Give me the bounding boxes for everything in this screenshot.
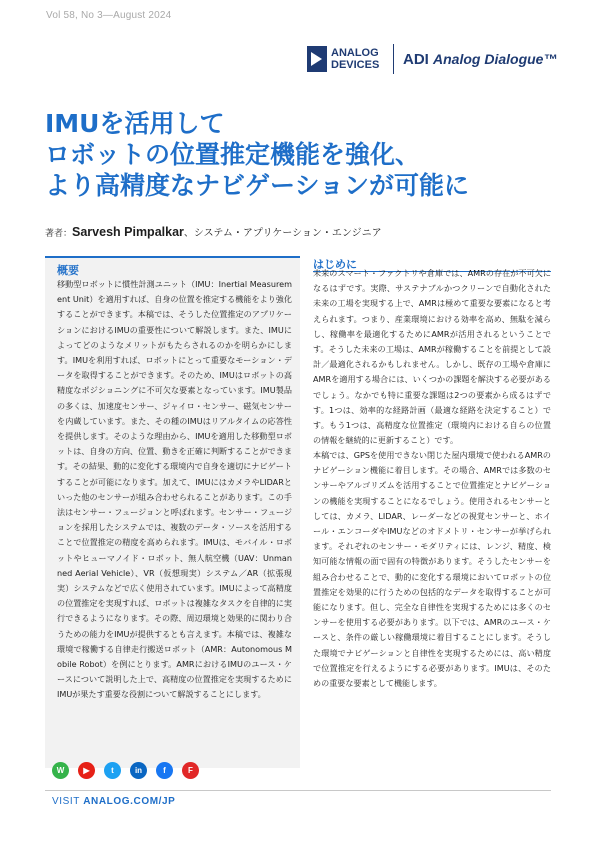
brand-line-1: ANALOG [331, 47, 379, 59]
analog-dialogue-logo[interactable] [403, 51, 557, 68]
author-line [45, 224, 382, 239]
abstract-box [45, 256, 300, 768]
footer-rule [45, 790, 551, 791]
title-line: IMUを活用して [45, 109, 225, 138]
intro-paragraph: 本稿では、GPSを使用できない閉じた屋内環境で使われるAMRのナビゲーション機能に着目します。その場合、AMRでは多数のセンサーやアルゴリズムを活用することで位置推定とナビゲーションの機能を実現することになるでしょう。使用されるセンサーとしては、カメラ、LIDAR、レーダーなどの視覚センサーと、ホイール・エンコーダやIMUなどのオドメトリ・センサーが挙げられます。それぞれのセンサー・モダリティには、レンジ、精度、検知可能な情報の面で固有の特徴があります。そうしたセンサーを組み合わせることで、動的に変化する環境においてロボットの位置推定を効果的に行うための包括的なデータを取得することが可能になります。但し、完全な自律性を実現するためには多くのセンサーを使用する必要があります。以下では、AMRのユース・ケースと、条件の厳しい稼働環境に着目することにします。そうした環境でナビゲーションと自律性を実現するためには、高い精度で位置推定を行えるようにする必要があります。IMUは、そのための重要な要素として機能します。 [313, 450, 551, 689]
abstract-text: 移動型ロボットに慣性計測ユニット（IMU：Inertial Measurement Unit）を適用すれば、自身の位置を推定する機能をより強化することができます。本稿では、そうした位置推定のアプリケーションにおけるIMUの重要性について解説します。また、IMUによってどのようなメリットがもたらされるのかを明らかにします。IMUを利用すれば、ロボットにとって重要なモーション・データを取得することができます。そのため、IMUはロボットの高精度なポジショニングに不可欠な要素となっています。IMU製品の多くは、加速度センサー、ジャイロ・センサー、磁気センサーを内蔵しています。また、その種のIMUはリアルタイムの応答性を提供します。そのような理由から、IMUを適用した移動型ロボットは、自身の方向、位置、動きを正確に判断することができます。その結果、動的に変化する環境内で自身を適切にナビゲートすることが可能になります。加えて、IMUにはカメラやLIDARといった他のセンサーが組み合わせられることがあります。この手法はセンサー・フュージョンと呼ばれます。センサー・フュージョンを採用したシステムでは、複数のデータ・ソースを活用することで位置推定の精度を高められます。IMUは、モバイル・ロボットやヒューマノイド・ロボット、無人航空機（UAV：Unmanned Aerial Vehicle）、VR（仮想現実）システム／AR（拡張現実）システムなどで広く使用されています。IMUによって高精度の位置推定を実現すれば、ロボットは複雑なタスクを自律的に実行できるようになります。その際、周辺環境と効果的に関わり合うための能力をIMUが提供するとも言えます。本稿では、複雑な環境で稼働する自律走行搬送ロボット（AMR：Autonomous Mobile Robot）を例にとります。AMRにおけるIMUのユース・ケースについて説明した上で、高精度の位置推定を実現するためにIMUが果たす重要な役割について解説することにします。 [57, 279, 292, 700]
title-line: ロボットの位置推定機能を強化、 [45, 140, 421, 169]
logo-divider [393, 44, 394, 74]
author-name: Sarvesh Pimpalkar [72, 225, 184, 239]
analog-devices-logo[interactable] [307, 46, 392, 72]
intro-heading: はじめに [313, 258, 357, 271]
adi-text: ADI [403, 51, 429, 68]
flipboard-icon[interactable]: F [182, 762, 199, 779]
brand-line-2: DEVICES [331, 59, 380, 71]
wechat-icon[interactable]: W [52, 762, 69, 779]
article-title [45, 108, 565, 201]
abstract-heading: 概要 [57, 264, 79, 277]
intro-paragraph: 未来のスマート・ファクトリや倉庫では、AMRの存在が不可欠になるはずです。実際、サステナブルかつクリーンで自動化された未来の工場を実現する上で、AMRは極めて重要な要素になると考えられます。つまり、産業環境における効率を高め、無駄を減らし、稼働率を最適化するためにAMRが活用されるということです。そうした未来の工場は、AMRが稼働することを前提として設計／最適化されるかもしれません。しかし、既存の工場や倉庫にAMRを適用する場合には、いくつかの課題を解決する必要があるでしょう。なかでも特に重要な課題は2つの要素から成るはずです。1つは、効率的な経路計画（最適な経路を決定すること）です。もう1つは、高精度な位置推定（環境内における自らの位置の情報を継続的に更新すること）です。 [313, 268, 551, 446]
author-role: 、システム・アプリケーション・エンジニア [183, 228, 382, 239]
facebook-icon[interactable]: f [156, 762, 173, 779]
social-links [52, 762, 199, 780]
twitter-icon[interactable]: t [104, 762, 121, 779]
title-line: より高精度なナビゲーションが可能に [45, 171, 470, 200]
visit-label: VISIT [52, 796, 84, 807]
linkedin-icon[interactable]: in [130, 762, 147, 779]
issue-line: Vol 58, No 3—August 2024 [46, 10, 172, 21]
visit-link[interactable] [52, 796, 175, 807]
author-label: 著者： [45, 229, 73, 239]
analog-devices-mark-icon [307, 46, 327, 72]
abstract-top-bar [45, 256, 300, 258]
dialogue-text: Analog Dialogue™ [433, 51, 558, 67]
visit-url: ANALOG.COM/JP [83, 796, 176, 807]
youtube-icon[interactable]: ▶ [78, 762, 95, 779]
